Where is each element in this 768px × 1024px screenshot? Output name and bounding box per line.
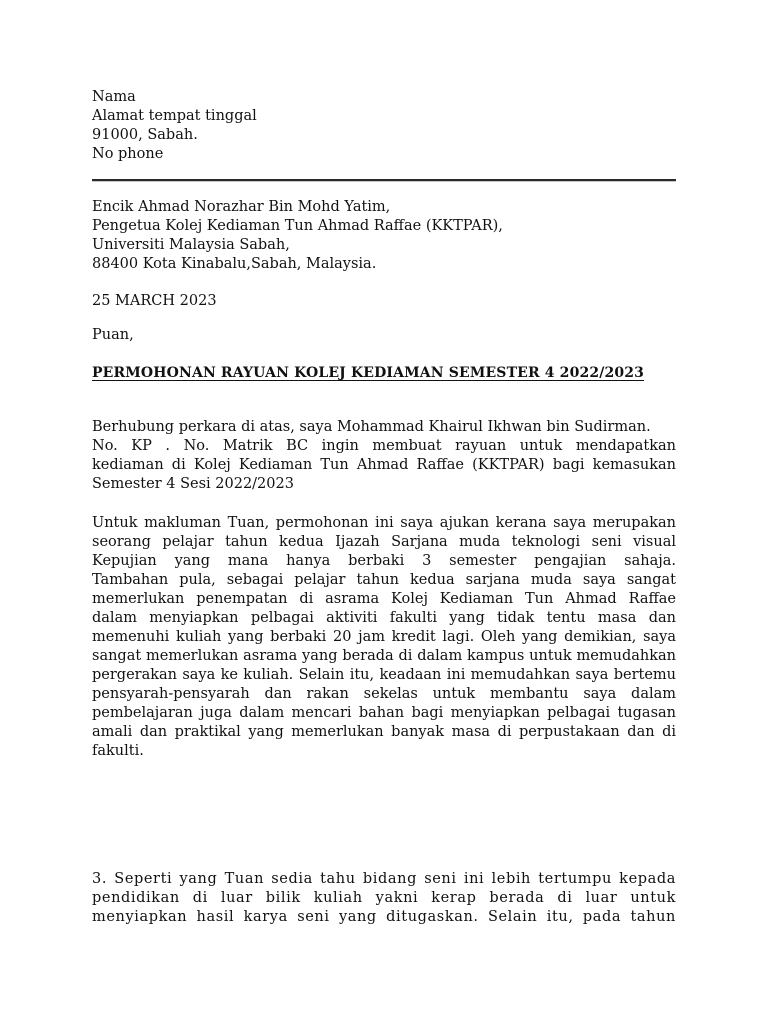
paragraph-line: fakulti.	[92, 743, 144, 759]
sender-name: Nama	[92, 89, 136, 105]
paragraph-line: Berhubung perkara di atas, saya Mohammad Khairul Ikhwan bin Sudirman.	[92, 419, 651, 435]
paragraph-line: seorang pelajar tahun kedua Ijazah Sarjana muda teknologi seni visual	[92, 534, 676, 550]
recipient-block	[92, 198, 503, 274]
paragraph-line: pembelajaran juga dalam mencari bahan bagi menyiapkan pelbagai tugasan	[92, 705, 676, 721]
paragraph-line: memerlukan penempatan di asrama Kolej Kediaman Tun Ahmad Raffae	[92, 591, 676, 607]
paragraph-line: dalam menyiapkan pelbagai aktiviti fakulti yang tidak tentu masa dan	[92, 610, 676, 626]
paragraph-line: pendidikan di luar bilik kuliah yakni kerap berada di luar untuk	[92, 890, 676, 906]
sender-address: Alamat tempat tinggal	[92, 108, 257, 124]
recipient-name: Encik Ahmad Norazhar Bin Mohd Yatim,	[92, 199, 391, 215]
paragraph-line: pensyarah-pensyarah dan rakan sekelas untuk membantu saya dalam	[92, 686, 676, 702]
paragraph-line: memenuhi kuliah yang berbaki 20 jam kredit lagi. Oleh yang demikian, saya	[92, 629, 676, 645]
sender-block	[92, 88, 257, 164]
paragraph-line: Tambahan pula, sebagai pelajar tahun kedua sarjana muda saya sangat	[92, 572, 676, 588]
paragraph-line: menyiapkan hasil karya seni yang ditugaskan. Selain itu, pada tahun	[92, 909, 676, 925]
paragraph-line: Untuk makluman Tuan, permohonan ini saya ajukan kerana saya merupakan	[92, 515, 676, 531]
salutation: Puan,	[92, 327, 134, 343]
paragraph-point-3	[92, 870, 676, 927]
paragraph-line: pergerakan saya ke kuliah. Selain itu, keadaan ini memudahkan saya bertemu	[92, 667, 676, 683]
sender-postcode: 91000, Sabah.	[92, 127, 198, 143]
paragraph-line: Semester 4 Sesi 2022/2023	[92, 476, 294, 492]
paragraph-line: 3. Seperti yang Tuan sedia tahu bidang seni ini lebih tertumpu kepada	[92, 871, 676, 887]
recipient-institution: Universiti Malaysia Sabah,	[92, 237, 290, 253]
paragraph-reason	[92, 514, 676, 761]
paragraph-intro	[92, 418, 676, 494]
paragraph-line: Kepujian yang mana hanya berbaki 3 semester pengajian sahaja.	[92, 553, 676, 569]
letter-date: 25 MARCH 2023	[92, 293, 217, 309]
header-divider	[92, 179, 676, 182]
recipient-address: 88400 Kota Kinabalu,Sabah, Malaysia.	[92, 256, 377, 272]
paragraph-line: kediaman di Kolej Kediaman Tun Ahmad Raffae (KKTPAR) bagi kemasukan	[92, 457, 676, 473]
sender-phone: No phone	[92, 146, 164, 162]
paragraph-line: No. KP . No. Matrik BC ingin membuat rayuan untuk mendapatkan	[92, 438, 676, 454]
paragraph-line: sangat memerlukan asrama yang berada di dalam kampus untuk memudahkan	[92, 648, 676, 664]
paragraph-line: amali dan praktikal yang memerlukan banyak masa di perpustakaan dan di	[92, 724, 676, 740]
subject-heading: PERMOHONAN RAYUAN KOLEJ KEDIAMAN SEMESTER 4 2022/2023	[92, 365, 645, 381]
recipient-title: Pengetua Kolej Kediaman Tun Ahmad Raffae (KKTPAR),	[92, 218, 503, 234]
